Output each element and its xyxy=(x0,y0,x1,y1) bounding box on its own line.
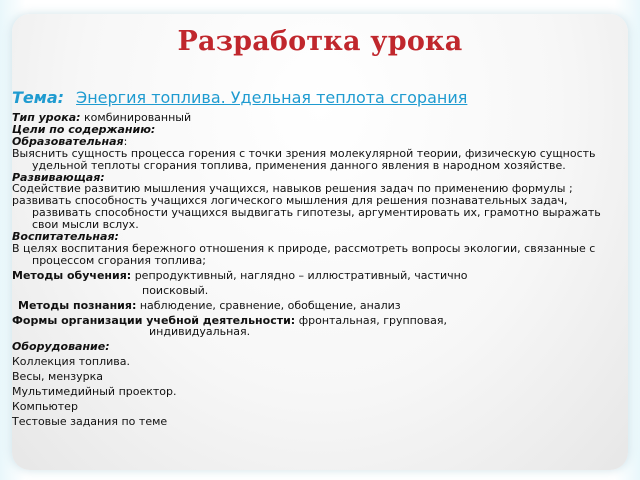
educational-text: Выяснить сущность процесса горения с точки зрения молекулярной теории, физическую сущность удельной теплоты сгорания топлива, применения данного явления в народном хозяйстве. xyxy=(12,146,596,172)
educational-colon: : xyxy=(123,134,128,148)
methods-text-1: репродуктивный, наглядно – иллюстративный, частично xyxy=(134,268,468,282)
equipment-item: Весы, мензурка xyxy=(12,370,104,384)
cognition-line xyxy=(12,300,617,312)
slide-title: Разработка урока xyxy=(177,26,463,57)
methods-text-2: поисковый. xyxy=(142,283,209,297)
methods-line xyxy=(12,270,617,282)
educational-line xyxy=(12,136,617,148)
lesson-type-label: Тип урока: xyxy=(12,111,81,124)
forms-text-1: фронтальная, групповая, xyxy=(298,313,447,327)
goals-label: Цели по содержанию: xyxy=(12,122,156,136)
forms-text-2: индивидуальная. xyxy=(149,325,251,339)
upbringing-text: В целях воспитания бережного отношения к природе, рассмотреть вопросы экологии, связанные с процессом сгорания топлива; xyxy=(12,241,596,267)
developing-text-1: Содействие развитию мышления учащихся, навыков решения задач по применению формулы ; xyxy=(12,182,573,196)
topic-label: Тема: xyxy=(12,88,65,107)
equipment-item: Мультимедийный проектор. xyxy=(12,385,177,399)
cognition-text: наблюдение, сравнение, обобщение, анализ xyxy=(139,298,401,312)
upbringing-label: Воспитательная: xyxy=(12,230,119,244)
lesson-type-value: комбинированный xyxy=(84,111,192,124)
forms-line xyxy=(12,315,617,327)
cognition-label: Методы познания: xyxy=(18,298,137,312)
educational-label: Образовательная xyxy=(12,134,124,148)
equipment-item: Компьютер xyxy=(12,399,78,413)
developing-label: Развивающая: xyxy=(12,170,105,184)
developing-text-2: развивать способность учащихся логического мышления для решения познавательных задач, развивать способности учащихся выдвигать гипотезы, аргументировать их, грамотно выражать свои мысли вслух. xyxy=(12,194,601,232)
equipment-item: Коллекция топлива. xyxy=(12,355,130,369)
topic-value: Энергия топлива. Удельная теплота сгорания xyxy=(76,88,468,107)
methods-label: Методы обучения: xyxy=(12,268,132,282)
topic-line xyxy=(12,88,467,107)
equipment-item: Тестовые задания по теме xyxy=(12,414,168,428)
forms-label: Формы организации учебной деятельности: xyxy=(12,313,296,327)
equipment-label: Оборудование: xyxy=(12,340,110,354)
lesson-content xyxy=(12,112,617,428)
